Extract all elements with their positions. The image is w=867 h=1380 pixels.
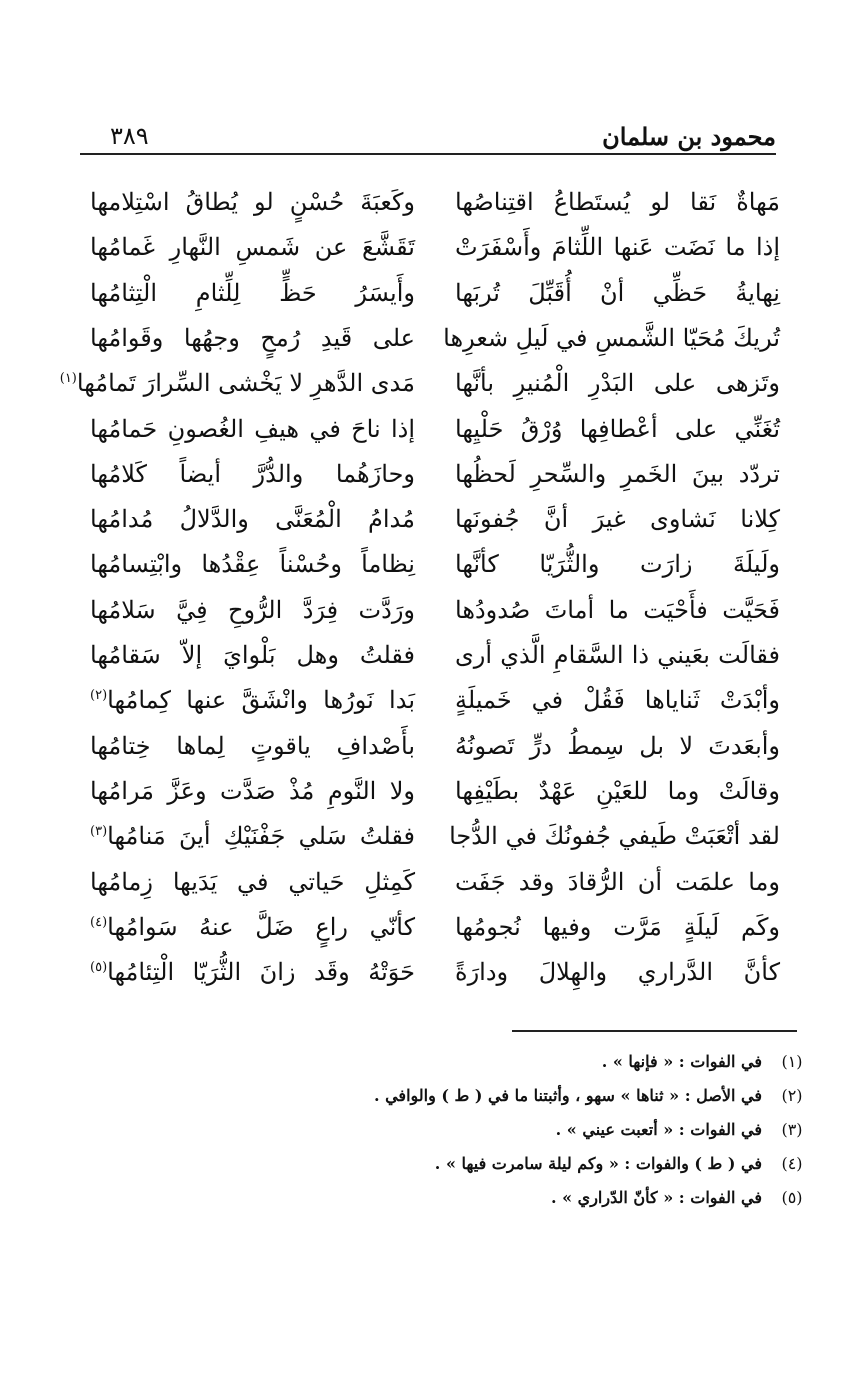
verse-second-hemistich [90, 542, 415, 587]
verse-line [90, 724, 780, 769]
verse-second-hemistich [90, 407, 415, 452]
verse-first-hemistich: تردّد بينَ الخَمرِ والسِّحرِ لَحظُها [455, 459, 780, 488]
verse-second-hemistich-text: نِظاماً وحُسْناً عِقْدُها وابْتِسامُها [90, 550, 415, 579]
footnote-divider [512, 1030, 797, 1032]
verse-second-hemistich-text: ورَدَّت فِرَدَّ الرُّوحِ فِيَّ سَلامُها [90, 595, 415, 624]
verse-line [90, 407, 780, 452]
verse-line [90, 814, 780, 859]
footnote-text: في الفوات : « أتعبت عيني » . [555, 1120, 762, 1139]
verse-second-hemistich-text: حَوَتْهُ وقَد زانَ الثُّرَيّا الْتِئامُها [107, 958, 415, 987]
verse-second-hemistich [59, 361, 415, 410]
page-number: ٣٨٩ [110, 122, 149, 150]
verse-second-hemistich [90, 271, 415, 316]
verse-second-hemistich-text: بأَصْدافِ ياقوتٍ لِماها خِتامُها [90, 731, 415, 760]
verse-first-hemistich: ولَيلَةَ زارَت والثُّرَيّا كأنَّها [455, 550, 780, 579]
footnote-item [107, 1052, 807, 1086]
verse-second-hemistich-text: ولا النَّومِ مُذْ صَدَّت وعَزَّ مَرامُها [90, 776, 415, 805]
verse-second-hemistich [90, 860, 415, 905]
verse-line [90, 180, 780, 225]
footnote-marker: (١) [59, 371, 77, 387]
verse-second-hemistich [90, 316, 415, 361]
verse-second-hemistich [90, 678, 415, 727]
verse-first-hemistich: وتَزهى على البَدْرِ الْمُنيرِ بأنَّها [455, 369, 780, 398]
footnote-item [107, 1154, 807, 1188]
verse-second-hemistich-text: تَقَشَّعَ عن شَمسِ النَّهارِ غَمامُها [90, 233, 415, 262]
verse-first-hemistich: لقد أتْعَبَتْ طَيفي جُفونُكَ في الدُّجا [449, 822, 780, 851]
verse-line [90, 497, 780, 542]
verse-second-hemistich-text: وأَيسَرُ حَظٍّ لِلِّثامِ الْتِثامُها [90, 278, 415, 307]
verse-first-hemistich: فقالَت بعَيني ذا السَّقامِ الَّذي أرى [455, 641, 780, 669]
verse-second-hemistich-text: إذا ناحَ في هيفِ الغُصونِ حَمامُها [90, 414, 415, 443]
verse-second-hemistich-text: مُدامُ الْمُعَنَّى والدَّلالُ مُدامُها [90, 505, 415, 534]
verse-second-hemistich-text: كأنّي راعٍ ضَلَّ عنهُ سَوامُها [107, 912, 415, 941]
verse-second-hemistich [90, 950, 415, 999]
footnote-text: في ( ط ) والفوات : « وكم ليلة سامرت فيها » . [434, 1154, 762, 1173]
footnote-number: (٣) [781, 1120, 803, 1139]
verse-second-hemistich [90, 814, 415, 863]
verse-line [90, 950, 780, 995]
verse-first-hemistich: وأبعَدتَ لا بل سِمطُ درٍّ تَصونُهُ [455, 731, 780, 760]
verse-first-hemistich: تُريكَ مُحَيّا الشَّمسِ في لَيلِ شعرِها [443, 323, 780, 352]
verse-second-hemistich-text: كَمِثلِ حَياتي في يَدَيها زِمامُها [90, 867, 415, 896]
footnote-item [107, 1086, 807, 1120]
footnote-text: في الأصل : « ثناها » سهو ، وأثبتنا ما في ( ط ) والوافي . [373, 1086, 762, 1105]
page-header [80, 118, 776, 158]
verse-first-hemistich: وما علمَت أن الرُّقادَ وقد جَفَت [455, 867, 780, 896]
verse-line [59, 361, 780, 406]
verse-line [90, 769, 780, 814]
verse-line [90, 678, 780, 723]
footnote-marker: (٣) [90, 824, 108, 840]
footnote-marker: (٢) [90, 688, 108, 704]
verse-first-hemistich: وأبْدَتْ ثَناياها فَقُلْ في خَميلَةٍ [455, 686, 780, 715]
verse-second-hemistich [90, 452, 415, 497]
verse-first-hemistich: كأنَّ الدَّراري والهِلالَ ودارَةً [455, 958, 780, 987]
verse-second-hemistich-text: على قَيدِ رُمحٍ وجهُها وقَوامُها [90, 323, 415, 352]
footnote-marker: (٤) [90, 914, 108, 930]
verse-second-hemistich [90, 724, 415, 769]
verse-second-hemistich [90, 180, 415, 225]
verse-first-hemistich: إذا ما نَضَت عَنها اللِّثامَ وأَسْفَرَتْ [455, 233, 780, 262]
verse-first-hemistich: وكَم لَيلَةٍ مَرَّت وفيها نُجومُها [455, 912, 780, 941]
verse-first-hemistich: فَحَيَّت فأَحْيَت ما أماتَ صُدودُها [455, 595, 780, 624]
verse-first-hemistich: مَهاةٌ نَقا لو يُستَطاعُ اقتِناصُها [455, 188, 780, 216]
verse-second-hemistich-text: فقلتُ سَلي جَفْنَيْكِ أينَ مَنامُها [107, 822, 415, 851]
verse-second-hemistich [90, 769, 415, 814]
verse-second-hemistich [90, 633, 415, 678]
footnote-text: في الفوات : « فإنها » . [601, 1052, 762, 1071]
footnote-marker: (٥) [90, 960, 108, 976]
verse-first-hemistich: وقالَتْ وما للعَيْنِ عَهْدٌ بطَيْفِها [455, 776, 780, 805]
verse-line [90, 860, 780, 905]
footnote-number: (٤) [781, 1154, 803, 1173]
verse-line [90, 316, 780, 361]
verse-second-hemistich-text: فقلتُ وهل بَلْوايَ إلاّ سَقامُها [90, 641, 415, 669]
footnotes [107, 1052, 807, 1222]
running-title: محمود بن سلمان [602, 122, 776, 151]
footnote-text: في الفوات : « كأنّ الدّراري » . [550, 1188, 762, 1207]
verse-second-hemistich [90, 497, 415, 542]
footnote-number: (٥) [781, 1188, 803, 1207]
verse-first-hemistich: تُغَنِّي على أعْطافِها وُرْقُ حَلْيِها [455, 414, 780, 443]
verse-line [90, 452, 780, 497]
footnote-item [107, 1120, 807, 1154]
verse-line [90, 271, 780, 316]
verse-line [90, 225, 780, 270]
verse-first-hemistich: كِلانا نَشاوى غيرَ أنَّ جُفونَها [455, 505, 780, 534]
verse-second-hemistich-text: وكَعبَةَ حُسْنٍ لو يُطاقُ اسْتِلامها [90, 188, 415, 216]
verse-first-hemistich: نِهايةُ حَظِّي أنْ أُقَبِّلَ تُربَها [455, 278, 780, 307]
footnote-number: (٢) [781, 1086, 803, 1105]
verse-line [90, 542, 780, 587]
footnote-number: (١) [781, 1052, 803, 1071]
verse-second-hemistich-text: وحازَهُما والدُّرَّ أيضاً كَلامُها [90, 459, 415, 488]
footnote-item [107, 1188, 807, 1222]
verse-line [90, 905, 780, 950]
verse-line [90, 588, 780, 633]
verse-second-hemistich [90, 905, 415, 954]
verse-line [90, 633, 780, 678]
header-divider [80, 153, 776, 155]
verse-second-hemistich [90, 588, 415, 633]
verse-second-hemistich-text: بَدا نَورُها وانْشَقَّ عنها كِمامُها [107, 686, 415, 715]
verse-second-hemistich [90, 225, 415, 270]
verse-second-hemistich-text: مَدى الدَّهرِ لا يَخْشى السِّرارَ تَمامُها [76, 369, 415, 398]
